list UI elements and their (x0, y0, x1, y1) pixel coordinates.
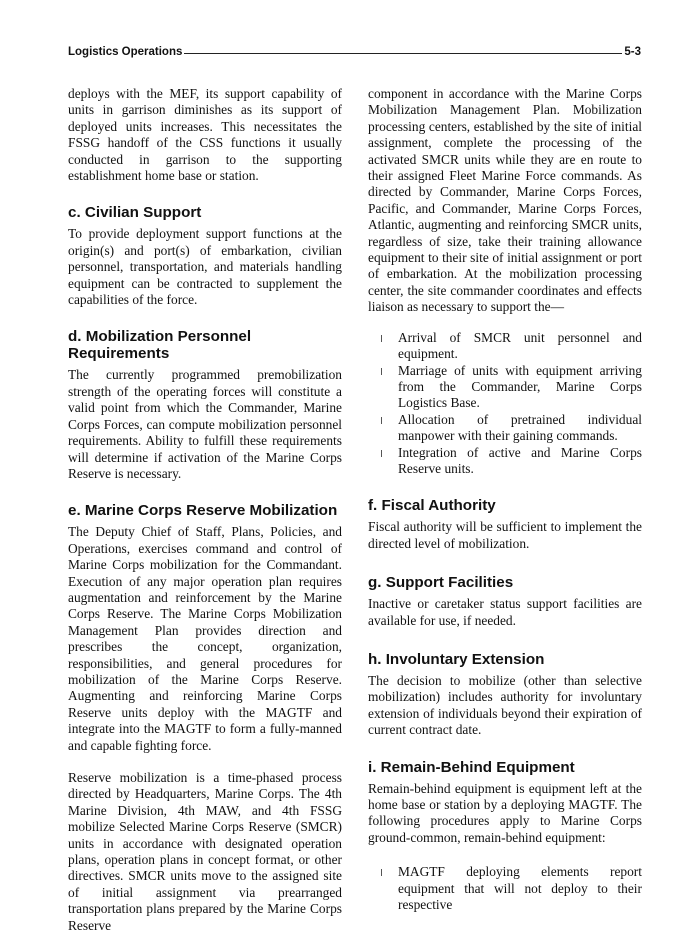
paragraph: The decision to mobilize (other than selective mobilization) includes authority for involuntary extension of individuals beyond their expiration of current contract date. (368, 672, 642, 738)
bullet-icon (381, 368, 382, 375)
paragraph: Fiscal authority will be sufficient to implement the directed level of mobilization. (368, 519, 642, 551)
paragraph: Remain-behind equipment is equipment left at the home base or station by a deploying MAGTF. The following procedures apply to Marine Corps ground-common, remain-behind equipment: (368, 780, 642, 845)
section-heading-fiscal-authority: f. Fiscal Authority (368, 497, 496, 515)
running-header (68, 44, 641, 60)
paragraph: Reserve mobilization is a time-phased process directed by Headquarters, Marine Corps. The 4th Marine Division, 4th MAW, and 4th FSSG mobilize Selected Marine Corps Reserve (SMCR) units in accordance with designated operation plans, operation plans in concept format, or other directives. SMCR units move to the assigned site of initial assignment via prearranged transportation plans prepared by the Marine Corps Reserve (68, 770, 342, 933)
paragraph: The currently programmed premobilization strength of the operating forces will constitute a valid point from which the Commander, Marine Corps Forces, can compute mobilization personnel requirements. Ability to fulfill these requirements will determine if activation of the Marine Corps Reserve is necessary. (68, 367, 342, 481)
page-number: 5-3 (624, 46, 641, 58)
section-heading-support-facilities: g. Support Facilities (368, 574, 514, 592)
paragraph: To provide deployment support functions at the origin(s) and port(s) of embarkation, civilian personnel, transportation, and materials handling equipment can be contracted to supplement the capabilities of the force. (68, 226, 342, 308)
bullet-item: Arrival of SMCR unit personnel and equipment. (368, 330, 642, 363)
bullet-icon (381, 869, 382, 876)
continued-paragraph: component in accordance with the Marine Corps Mobilization Management Plan. Mobilization processing centers, established by the site of initial assignment, complete the processing of the activated SMCR units while they are en route to their assigned Fleet Marine Force commands. As directed by Commander, Marine Corps Forces, Pacific, and Commander, Marine Corps Forces, Atlantic, augmenting and reinforcing SMCR units, regardless of size, take their training allowance equipment to their site of initial assignment or port of embarkation. At the mobilization processing center, the site commander coordinates and effects liaison as necessary to support the— (368, 86, 642, 315)
section-heading-mobilization-personnel-requirements: d. Mobilization Personnel Requirements (68, 328, 252, 363)
continued-paragraph: deploys with the MEF, its support capability of units in garrison diminishes as its support of deployed units increases. This necessitates the FSSG handoff of the CSS functions it usually conducted in garrison to the supporting establishment home base or station. (68, 86, 342, 184)
bullet-item: Allocation of pretrained individual manpower with their gaining commands. (368, 412, 642, 445)
paragraph: Inactive or caretaker status support facilities are available for use, if needed. (368, 596, 642, 628)
bullet-item: Integration of active and Marine Corps Reserve units. (368, 445, 642, 478)
bullet-item: MAGTF deploying elements report equipment that will not deploy to their respective (368, 864, 642, 913)
bullet-item: Marriage of units with equipment arriving from the Commander, Marine Corps Logistics Base. (368, 363, 642, 412)
header-rule (184, 53, 622, 54)
bullet-icon (381, 417, 382, 424)
paragraph: The Deputy Chief of Staff, Plans, Policies, and Operations, exercises command and control of Marine Corps mobilization for the Commandant. Execution of any major operation plan requires augmentation and reinforcement by the Marine Corps Reserve. The Marine Corps Mobilization Management Plan provides direction and prescribes the concept, organization, responsibilities, and general procedures for mobilization of the Marine Corps Reserve. Augmenting and reinforcing Marine Corps Reserve units deploy with the MAGTF and integrate into the MAGTF to form a fully-manned and capable fighting force. (68, 524, 342, 753)
right-column (368, 86, 642, 913)
left-column (68, 86, 342, 934)
remain-behind-bullet-list (368, 864, 642, 913)
section-heading-civilian-support: c. Civilian Support (68, 204, 202, 222)
header-title: Logistics Operations (68, 46, 183, 58)
section-heading-remain-behind-equipment: i. Remain-Behind Equipment (368, 758, 575, 776)
section-heading-involuntary-extension: h. Involuntary Extension (368, 650, 545, 668)
paragraph-gap (68, 754, 342, 770)
bullet-icon (381, 450, 382, 457)
section-heading-marine-corps-reserve-mobilization: e. Marine Corps Reserve Mobilization (68, 502, 338, 520)
support-bullet-list (368, 330, 642, 478)
bullet-icon (381, 335, 382, 342)
